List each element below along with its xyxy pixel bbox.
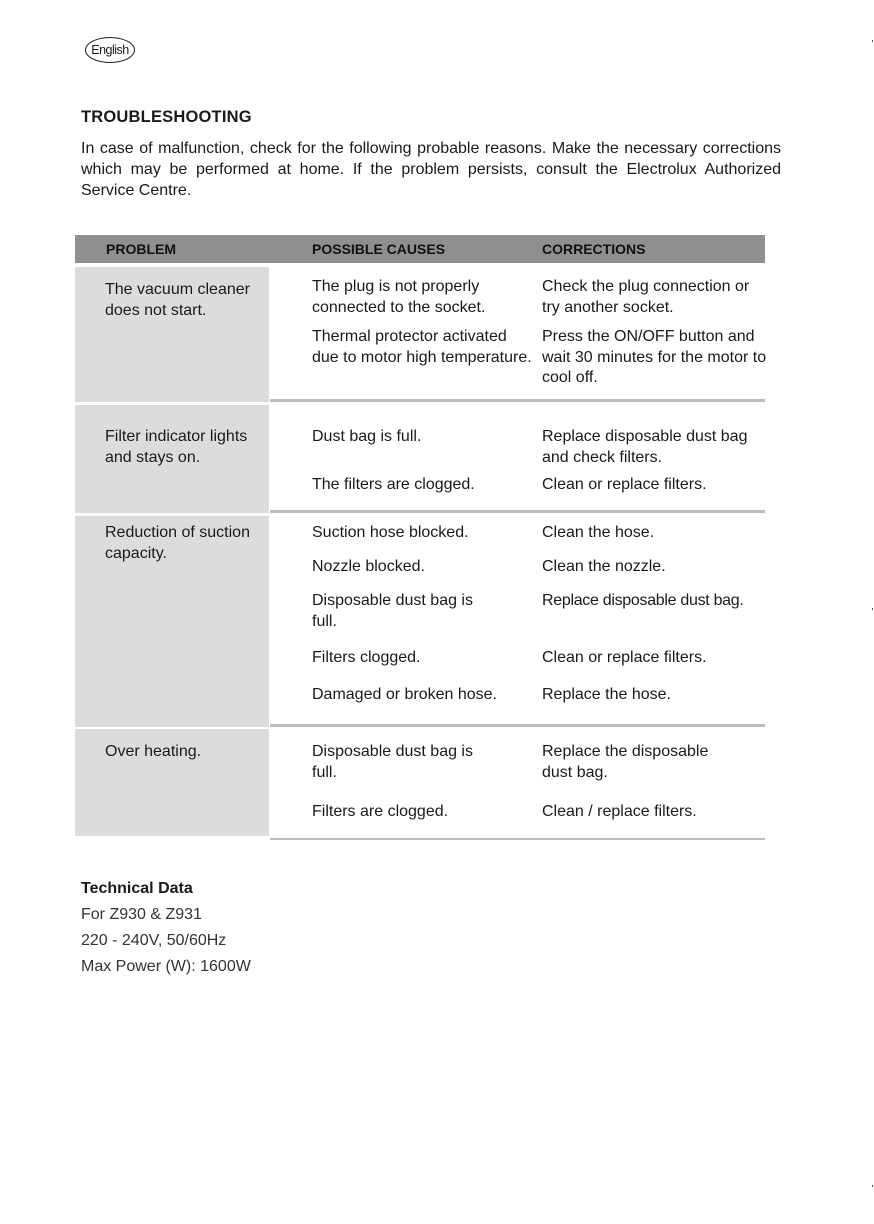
page-edge-mark (872, 1185, 873, 1187)
technical-data-line: 220 - 240V, 50/60Hz (81, 932, 227, 949)
correction-text: Press the ON/OFF button and wait 30 minutes for the motor to cool off. (542, 328, 767, 386)
cause-text: Filters are clogged. (312, 803, 449, 820)
table-row (75, 267, 765, 402)
row-divider (270, 724, 765, 727)
page-edge-mark (872, 40, 873, 42)
correction-text: Clean the hose. (542, 524, 655, 541)
correction-text: Clean or replace filters. (542, 476, 707, 493)
technical-data-title: Technical Data (81, 880, 193, 897)
cause-text: The plug is not properly connected to the socket. (312, 278, 486, 316)
correction-text: Clean / replace filters. (542, 803, 697, 820)
problem-text: Over heating. (105, 743, 202, 760)
row-divider (270, 838, 765, 840)
header-problem: PROBLEM (106, 241, 176, 257)
language-badge: English (85, 37, 135, 63)
technical-data-line: For Z930 & Z931 (81, 906, 202, 923)
correction-text: Replace the hose. (542, 686, 671, 703)
row-divider (270, 399, 765, 402)
table-row (75, 729, 765, 840)
correction-text: Clean or replace filters. (542, 649, 707, 666)
table-row (75, 516, 765, 727)
cause-text: Nozzle blocked. (312, 558, 425, 575)
correction-text: Clean the nozzle. (542, 558, 666, 575)
technical-data-line: Max Power (W): 1600W (81, 958, 251, 975)
cause-text: Damaged or broken hose. (312, 686, 497, 703)
problem-text: The vacuum cleaner does not start. (105, 281, 250, 319)
table-header (75, 235, 765, 263)
correction-text: Replace the disposable dust bag. (542, 743, 709, 781)
problem-text: Reduction of suction capacity. (105, 524, 250, 562)
header-corrections: CORRECTIONS (542, 241, 646, 257)
correction-text: Replace disposable dust bag. (542, 592, 744, 609)
table-row (75, 405, 765, 513)
cause-text: Dust bag is full. (312, 428, 422, 445)
page-edge-mark (872, 608, 873, 610)
problem-text: Filter indicator lights and stays on. (105, 428, 248, 466)
section-title: TROUBLESHOOTING (81, 108, 252, 126)
cause-text: The filters are clogged. (312, 476, 475, 493)
cause-text: Disposable dust bag is full. (312, 592, 473, 630)
correction-text: Check the plug connection or try another socket. (542, 278, 750, 316)
cause-text: Disposable dust bag is full. (312, 743, 473, 781)
cause-text: Filters clogged. (312, 649, 421, 666)
cause-text: Suction hose blocked. (312, 524, 469, 541)
cause-text: Thermal protector activated due to motor high temperature. (312, 328, 532, 366)
header-possible-causes: POSSIBLE CAUSES (312, 241, 446, 257)
intro-paragraph: In case of malfunction, check for the following probable reasons. Make the necessary corrections which may be performed at home. If the problem persists, consult the Electrolux Authorized Service Centre. (81, 140, 781, 199)
row-divider (270, 510, 765, 513)
correction-text: Replace disposable dust bag and check filters. (542, 428, 748, 466)
